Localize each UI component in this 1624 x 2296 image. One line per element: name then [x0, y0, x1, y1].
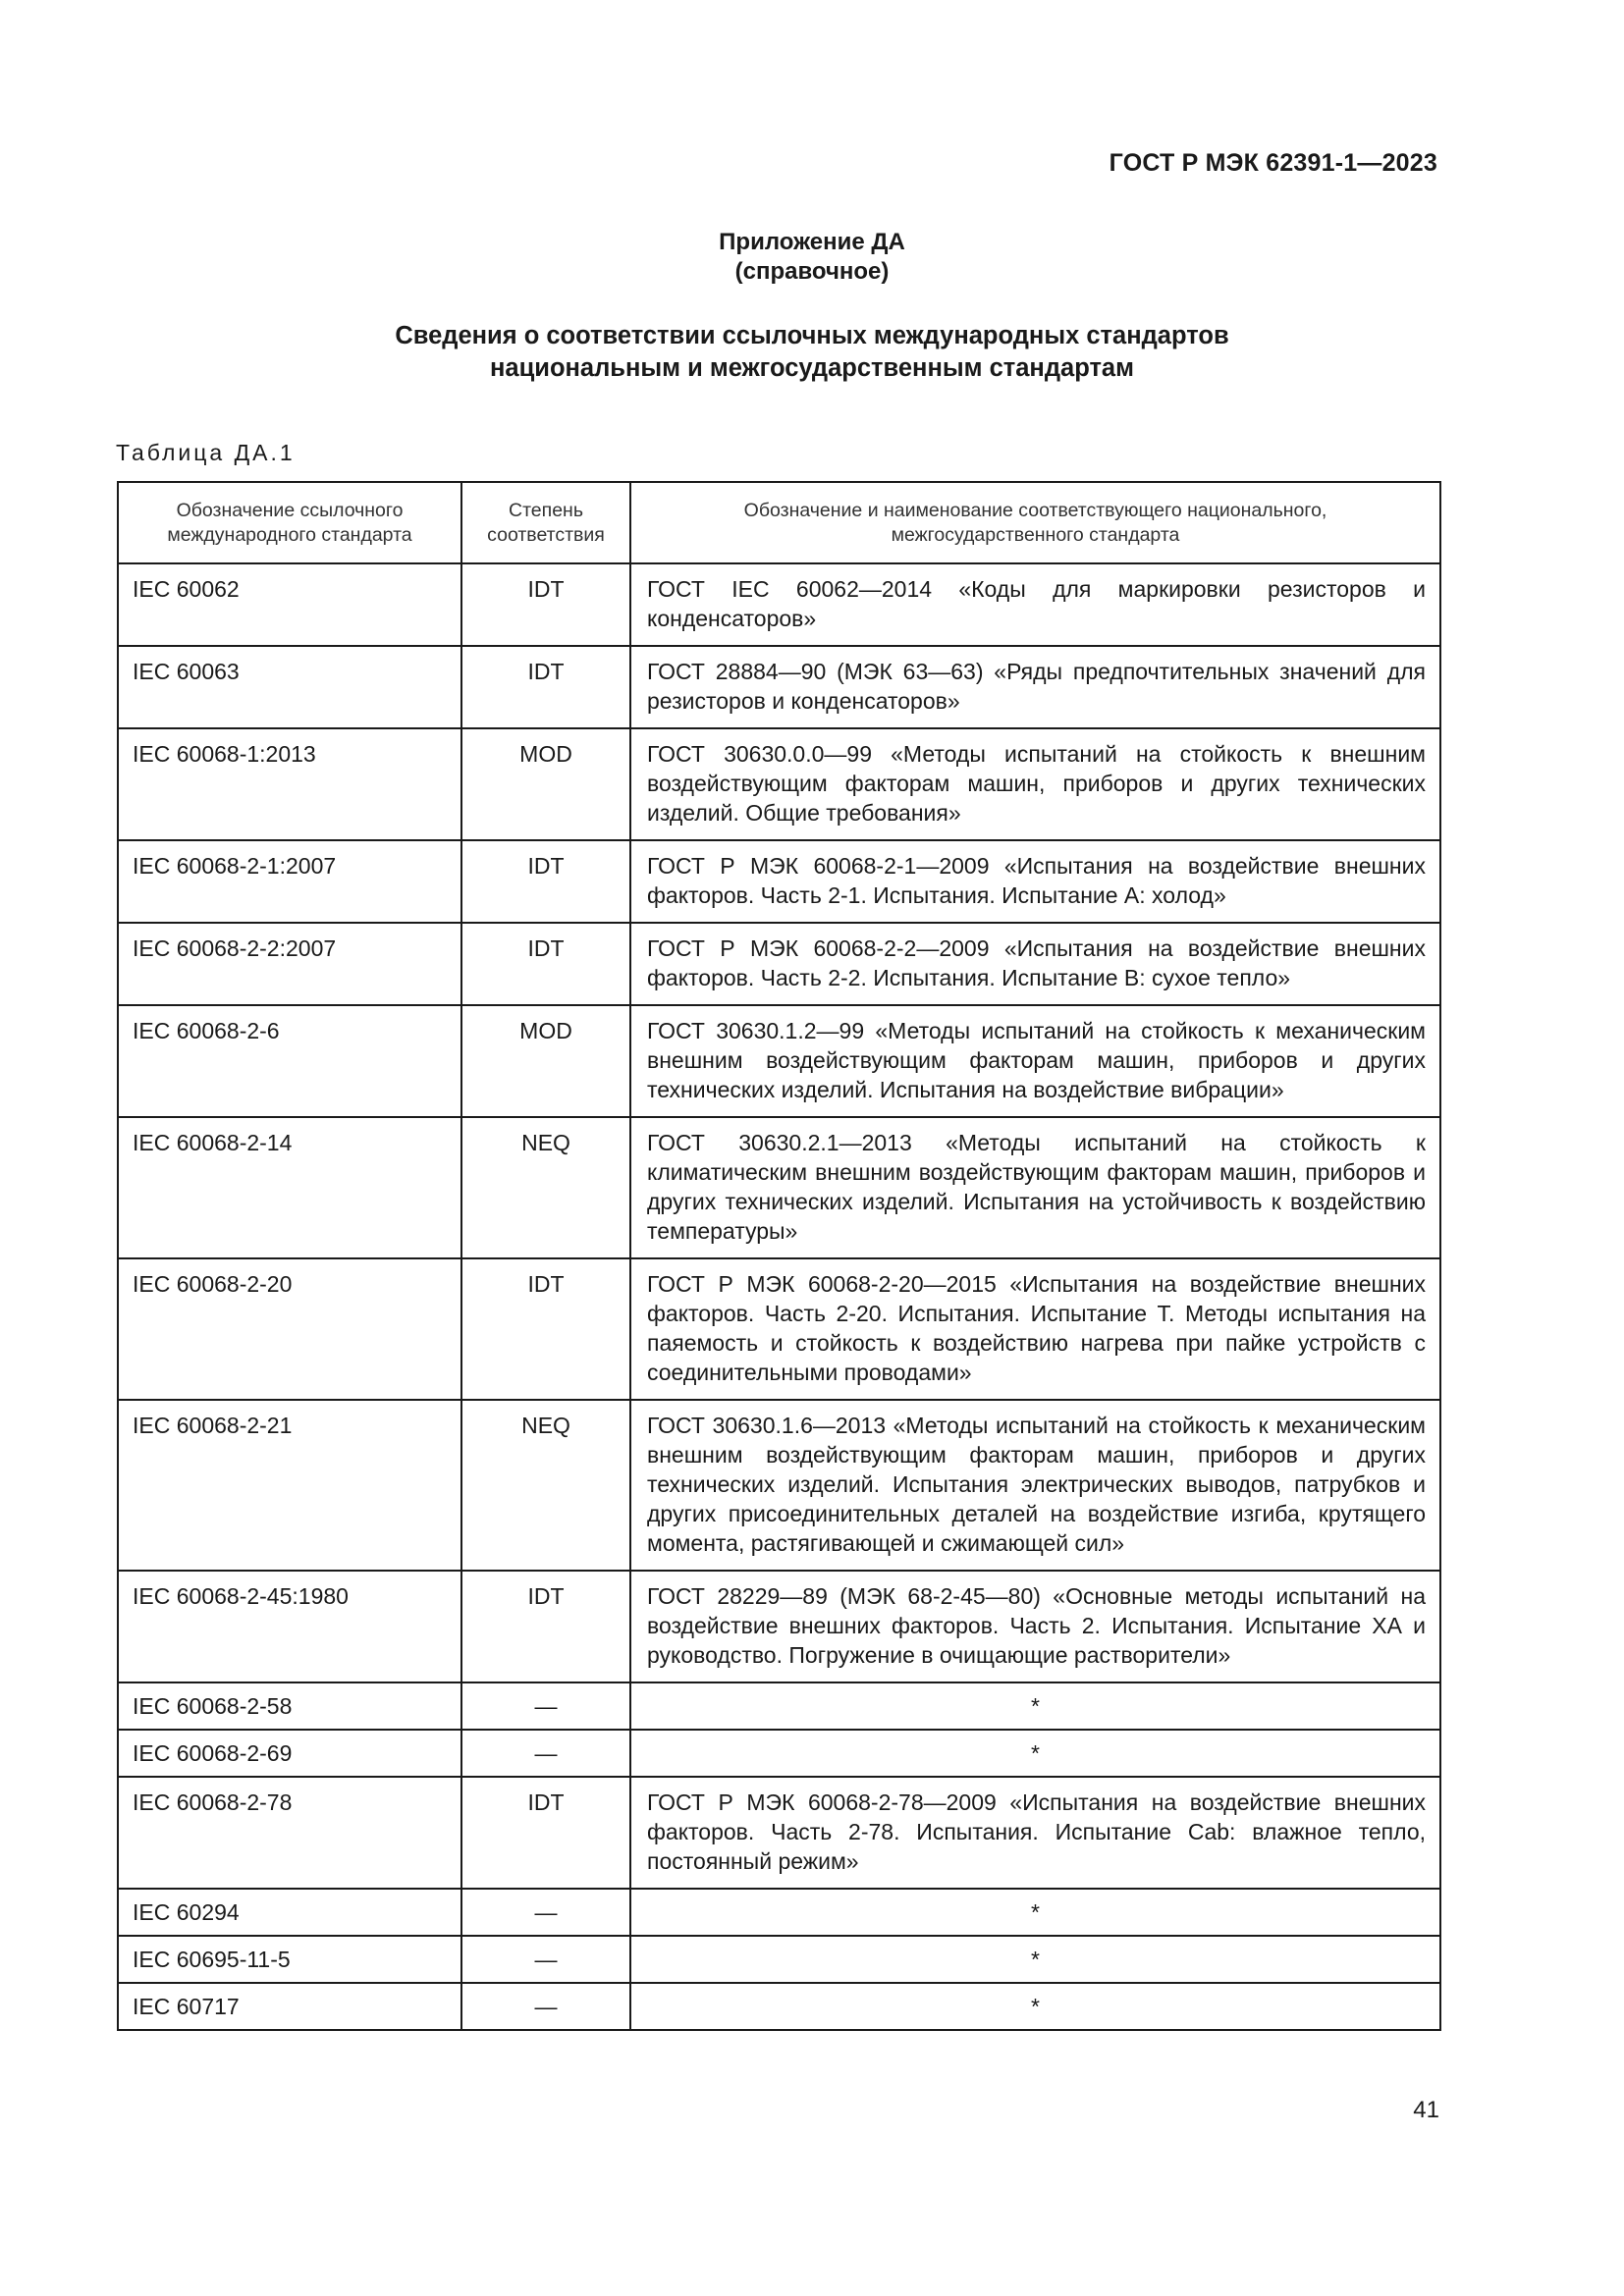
table-row [118, 1571, 1440, 1682]
cell-name: ГОСТ IEC 60062—2014 «Коды для маркировки резисторов и конденсаторов» [630, 563, 1440, 646]
table-label: Таблица ДА.1 [116, 440, 296, 465]
table-row [118, 1777, 1440, 1889]
section-title-line1: Сведения о соответствии ссылочных международных стандартов [395, 322, 1229, 349]
table-row [118, 1889, 1440, 1936]
cell-name: ГОСТ 30630.0.0—99 «Методы испытаний на стойкость к внешним воздействующим факторам машин, приборов и других технических изделий. Общие требования» [630, 728, 1440, 840]
cell-degree: IDT [461, 923, 630, 1005]
cell-ref: IEC 60063 [118, 646, 461, 728]
cell-degree: IDT [461, 840, 630, 923]
cell-degree: NEQ [461, 1117, 630, 1258]
annex-heading [0, 228, 1624, 287]
table-header-row [118, 482, 1440, 563]
section-title-line2: национальным и межгосударственным стандартам [490, 354, 1134, 382]
table-row [118, 646, 1440, 728]
correspondence-table [117, 481, 1441, 2031]
cell-degree: NEQ [461, 1400, 630, 1571]
cell-ref: IEC 60068-2-69 [118, 1730, 461, 1777]
table-row [118, 1400, 1440, 1571]
cell-name: ГОСТ 30630.2.1—2013 «Методы испытаний на стойкость к климатическим внешним воздействующим факторам машин, приборов и других технических изделий. Испытания на устойчивость к воздействию температуры» [630, 1117, 1440, 1258]
cell-degree: IDT [461, 1571, 630, 1682]
cell-ref: IEC 60068-2-78 [118, 1777, 461, 1889]
table-row [118, 563, 1440, 646]
table-row [118, 1983, 1440, 2030]
cell-name: * [630, 1983, 1440, 2030]
cell-name: ГОСТ Р МЭК 60068-2-1—2009 «Испытания на воздействие внешних факторов. Часть 2-1. Испытания. Испытание А: холод» [630, 840, 1440, 923]
table-row [118, 1936, 1440, 1983]
cell-ref: IEC 60068-2-2:2007 [118, 923, 461, 1005]
table-row [118, 1117, 1440, 1258]
cell-ref: IEC 60717 [118, 1983, 461, 2030]
annex-subtitle: (справочное) [734, 258, 890, 285]
annex-title: Приложение ДА [719, 229, 905, 255]
cell-name: ГОСТ Р МЭК 60068-2-2—2009 «Испытания на воздействие внешних факторов. Часть 2-2. Испытания. Испытание В: сухое тепло» [630, 923, 1440, 1005]
cell-name: * [630, 1889, 1440, 1936]
table-row [118, 1682, 1440, 1730]
table-row [118, 728, 1440, 840]
cell-name: * [630, 1730, 1440, 1777]
table-row [118, 1730, 1440, 1777]
cell-degree: — [461, 1936, 630, 1983]
cell-ref: IEC 60068-2-6 [118, 1005, 461, 1117]
cell-name: ГОСТ 30630.1.2—99 «Методы испытаний на стойкость к механическим внешним воздействующим факторам машин, приборов и других технических изделий. Испытания на воздействие вибрации» [630, 1005, 1440, 1117]
cell-degree: IDT [461, 1258, 630, 1400]
section-title [0, 320, 1624, 385]
cell-name: ГОСТ Р МЭК 60068-2-78—2009 «Испытания на воздействие внешних факторов. Часть 2-78. Испытания. Испытание Cab: влажное тепло, постоянный режим» [630, 1777, 1440, 1889]
cell-ref: IEC 60068-2-1:2007 [118, 840, 461, 923]
header-national-standard: Обозначение и наименование соответствующего национального, межгосударственного стандарта [630, 482, 1440, 563]
cell-ref: IEC 60068-2-58 [118, 1682, 461, 1730]
cell-degree: IDT [461, 563, 630, 646]
cell-degree: — [461, 1682, 630, 1730]
cell-degree: — [461, 1730, 630, 1777]
cell-ref: IEC 60068-2-45:1980 [118, 1571, 461, 1682]
cell-degree: — [461, 1889, 630, 1936]
cell-degree: IDT [461, 646, 630, 728]
table-row [118, 1258, 1440, 1400]
cell-name: ГОСТ 28229—89 (МЭК 68-2-45—80) «Основные методы испытаний на воздействие внешних факторов. Часть 2. Испытания. Испытание ХА и руководство. Погружение в очищающие растворители» [630, 1571, 1440, 1682]
cell-ref: IEC 60695-11-5 [118, 1936, 461, 1983]
cell-ref: IEC 60068-2-14 [118, 1117, 461, 1258]
cell-name: ГОСТ Р МЭК 60068-2-20—2015 «Испытания на воздействие внешних факторов. Часть 2-20. Испытания. Испытание Т. Методы испытания на паяемость и стойкость к воздействию нагрева при пайке устройств с соединительными проводами» [630, 1258, 1440, 1400]
cell-degree: MOD [461, 728, 630, 840]
cell-ref: IEC 60062 [118, 563, 461, 646]
table-row [118, 923, 1440, 1005]
table-row [118, 1005, 1440, 1117]
cell-ref: IEC 60068-2-21 [118, 1400, 461, 1571]
table-row [118, 840, 1440, 923]
cell-degree: — [461, 1983, 630, 2030]
document-code: ГОСТ Р МЭК 62391-1—2023 [1109, 149, 1437, 177]
cell-name: ГОСТ 28884—90 (МЭК 63—63) «Ряды предпочтительных значений для резисторов и конденсаторов» [630, 646, 1440, 728]
cell-name: * [630, 1936, 1440, 1983]
page-number: 41 [1413, 2097, 1439, 2123]
cell-ref: IEC 60068-1:2013 [118, 728, 461, 840]
header-degree: Степень соответствия [461, 482, 630, 563]
header-ref-standard: Обозначение ссылочного международного стандарта [118, 482, 461, 563]
cell-ref: IEC 60068-2-20 [118, 1258, 461, 1400]
cell-name: ГОСТ 30630.1.6—2013 «Методы испытаний на стойкость к механическим внешним воздействующим факторам машин, приборов и других технических изделий. Испытания электрических выводов, патрубков и других присоединительных деталей на воздействие изгиба, крутящего момента, растягивающей и сжимающей сил» [630, 1400, 1440, 1571]
cell-degree: IDT [461, 1777, 630, 1889]
cell-name: * [630, 1682, 1440, 1730]
cell-ref: IEC 60294 [118, 1889, 461, 1936]
cell-degree: MOD [461, 1005, 630, 1117]
